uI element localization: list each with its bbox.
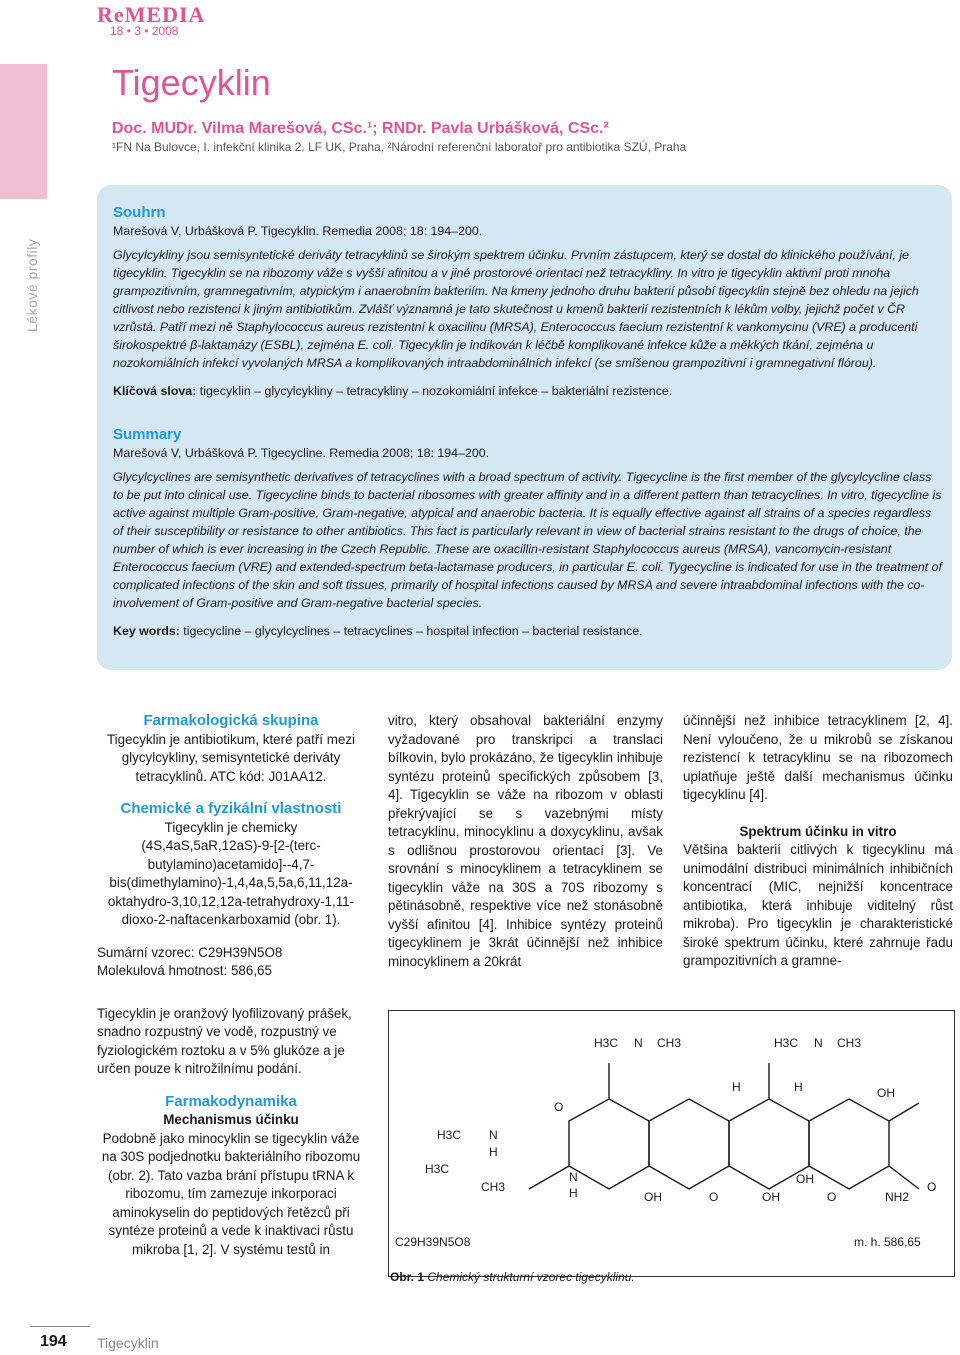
atom-label: O xyxy=(554,1100,564,1114)
heading-farmakodynamika: Farmakodynamika xyxy=(165,1092,297,1110)
heading-spektrum: Spektrum účinku in vitro xyxy=(739,823,897,839)
atom-label: H xyxy=(569,1186,578,1200)
atom-label: H xyxy=(794,1080,803,1094)
summary-en xyxy=(113,426,943,640)
atom-label: H xyxy=(489,1145,498,1159)
summary-cz-keywords xyxy=(113,382,943,400)
footer-rule xyxy=(30,1326,90,1327)
column-3 xyxy=(683,712,953,971)
summary-en-heading: Summary xyxy=(113,426,182,443)
mass-label: Molekulová hmotnost: 586,65 xyxy=(97,963,272,978)
atom-label: H3C xyxy=(437,1128,462,1142)
article-affiliation: ¹FN Na Bulovce, I. infekční klinika 2. LF UK, Praha, ²Národní referenční laboratoř pro antibiotika SZÚ, Praha xyxy=(112,140,687,154)
journal-logo: ReMEDIA xyxy=(97,2,206,27)
keywords-text: tigecyklin – glycylcykliny – tetracykliny – nozokomiální infekce – bakteriální rezistence. xyxy=(199,384,673,398)
section-color-tab xyxy=(0,64,47,199)
column-2: vitro, který obsahoval bakteriální enzymy vyžadované pro transkripci a translaci bílkovin, bylo prokázáno, že tigecyklin inhibuje syntézu proteinů specifických způsobem [3, 4]. Tigecyklin se váže na ribozom v oblasti překrývající se s vazebnými místy tetracyklinu, minocyklinu a doxycyklinu, avšak s odlišnou prostorovou orientací [3]. Ve srovnání s minocyklinem a tetracyklinem se tigecyklin váže na 30S a 70S ribozomy s pětinásobně, respektive více než stonásobně vyšší afinitou [4]. Inhibice syntézy proteinů tigecyklinem je 3krát účinnější než inhibice minocyklinem a 20krát xyxy=(388,713,663,969)
issue-date: 18 • 3 • 2008 xyxy=(110,24,179,38)
summary-cz-citation: Marešová V, Urbášková P. Tigecyklin. Remedia 2008; 18: 194–200. xyxy=(113,224,483,238)
atom-label: H xyxy=(732,1080,741,1094)
column-1 xyxy=(97,712,365,1259)
figure-caption-label: Obr. 1 xyxy=(390,1270,425,1284)
atom-label: CH3 xyxy=(481,1180,506,1194)
section-side-label: Lékové profily xyxy=(24,238,40,332)
atom-label: CH3 xyxy=(837,1036,862,1050)
paragraph-oranz: Tigecyklin je oranžový lyofilizovaný prášek, snadno rozpustný ve vodě, rozpustný ve fyziologickém roztoku a v 5% glukóze a je určen pouze k nitrožilnímu podání. xyxy=(97,1005,352,1076)
chemical-structure-diagram xyxy=(389,1011,954,1276)
figure-caption xyxy=(390,1270,635,1284)
atom-label: H3C xyxy=(774,1036,799,1050)
formula-label: Sumární vzorec: C29H39N5O8 xyxy=(97,944,283,960)
atom-label: OH xyxy=(644,1190,662,1204)
summary-en-body: Glycylcyclines are semisynthetic derivatives of tetracyclines with a broad spectrum of activity. Tigecycline is the first member of the glycylcycline class to be put into clinical use. Tigecycline binds to bacterial ribosomes with greater affinity and in a different pattern than tetracyclines. In vitro, tigecycline is active against multiple Gram-positive, Gram-negative, atypical and anaerobic bacteria. It is equally effective against all strains of a species regardless of their susceptibility or resistance to other antibiotics. This fact is particularly relevant in view of bacterial strains resistant to the drugs of choice, the number of which is ever increasing in the Czech Republic. These are oxacillin-resistant Staphylococcus aureus (MRSA), vancomycin-resistant Enterococcus faecium (VRE) and extended-spectrum beta-lactamase producers, in particular E. coli. Tygecycline is indicated for use in the treatment of complicated infections of the skin and soft tissues, primarily of hospital infections caused by MRSA and severe intraabdominal infections with the co-involvement of Gram-positive and Gram-negative bacterial species. xyxy=(113,470,942,610)
keywords-text: tigecycline – glycylcyclines – tetracyclines – hospital infection – bacterial resistance. xyxy=(183,624,643,638)
atom-label: H3C xyxy=(425,1162,450,1176)
atom-label: OH xyxy=(762,1190,780,1204)
atom-label: O xyxy=(927,1180,937,1194)
atom-label: N xyxy=(634,1036,643,1050)
atom-label: N xyxy=(489,1128,498,1142)
paragraph-mech: Podobně jako minocyklin se tigecyklin váže na 30S podjednotku bakteriálního ribozomu (obr. 2). Tato vazba brání přístupu tRNA k ribozomu, tím zamezuje inkorporaci aminokyselin do peptidových řetězců při syntéze proteinů a vede k inaktivaci růstu mikroba [1, 2]. V systému testů in xyxy=(101,1130,361,1257)
atom-label: O xyxy=(709,1190,719,1204)
atom-label: H3C xyxy=(594,1036,619,1050)
summary-cz xyxy=(113,204,943,400)
atom-label: O xyxy=(827,1190,837,1204)
atom-label: NH2 xyxy=(885,1190,910,1204)
atom-label: OH xyxy=(877,1086,895,1100)
page-number: 194 xyxy=(40,1333,67,1350)
summary-cz-heading: Souhrn xyxy=(113,204,166,221)
paragraph-col3-1: účinnější než inhibice tetracyklinem [2, 4]. Není vyloučeno, že u mikrobů se získanou rezistencí k tetracyklinu se na ribozomech uplatňuje ještě další mechanismus účinku tigecyklinu [4]. xyxy=(683,713,953,802)
figure-caption-text: Chemický strukturní vzorec tigecyklinu. xyxy=(427,1270,635,1284)
summary-en-keywords xyxy=(113,622,943,640)
atom-label: N xyxy=(569,1170,578,1184)
keywords-label: Klíčová slova: xyxy=(113,384,197,398)
article-title: Tigecyklin xyxy=(112,62,271,103)
paragraph-farm: Tigecyklin je antibiotikum, které patří mezi glycylcykliny, semisyntetické deriváty tetracyklinů. ATC kód: J01AA12. xyxy=(106,731,356,784)
paragraph-chem: Tigecyklin je chemicky (4S,4aS,5aR,12aS)-9-[2-(terc-butylamino)acetamido]--4,7-bis(dimethylamino)-1,4,4a,5,5a,6,11,12a-oktahydro-3,10,12,12a-tetrahydroxy-1,11-dioxo-2-naftacenkarboxamid (obr. 1). xyxy=(107,819,355,927)
keywords-label: Key words: xyxy=(113,624,180,638)
heading-farmakologicka-skupina: Farmakologická skupina xyxy=(143,712,319,729)
atom-label: N xyxy=(814,1036,823,1050)
footer-label: Tigecyklin xyxy=(97,1335,159,1351)
atom-label: OH xyxy=(796,1172,814,1186)
article-authors: Doc. MUDr. Vilma Marešová, CSc.¹; RNDr. Pavla Urbášková, CSc.² xyxy=(112,120,609,137)
summary-en-citation: Marešová V, Urbášková P. Tigecycline. Remedia 2008; 18: 194–200. xyxy=(113,446,490,460)
atom-label: CH3 xyxy=(657,1036,682,1050)
figure-formula: C29H39N5O8 xyxy=(395,1235,471,1249)
heading-mechanismus: Mechanismus účinku xyxy=(163,1112,299,1127)
summary-cz-body: Glycylcykliny jsou semisyntetické deriváty tetracyklinů se širokým spektrem účinku. Prvním zástupcem, který se dostal do klinického používání, je tigecyklin. Tigecyklin se na ribozomy váže s vyšší afinitou a v jiné prostorové orientaci než tetracykliny. In vitro je tigecyklin aktivní proti mnoha grampozitivním, gramnegativním, atypickým i anaerobním bakteriím. Na kmeny jednoho druhu bakterií působí tigecyklin stejně bez ohledu na jejich citlivost nebo rezistenci k jiným antibiotikům. Zvlášť významná je tato skutečnost u kmenů bakterií rezistentních k lékům volby, jejichž počet v ČR vzrůstá. Patří mezi ně Staphylococcus aureus rezistentní k oxacilinu (MRSA), Enterococcus faecium rezistentní k vankomycinu (VRE) a producenti širokospektré β-laktamázy (ESBL), zejména E. coli. Tigecyklin je indikován k léčbě komplikované infekce kůže a měkkých tkání, zejména u nozokomiálních infekcí vyvolaných MRSA a komplikovaných intraabdominálních infekcí (se smíšenou grampozitivní i gramnegativní flórou). xyxy=(113,248,919,370)
paragraph-col3-2: Většina bakterií citlivých k tigecyklinu má unimodální distribuci minimálních inhibičních koncentrací (MIC, nejnižší koncentrace antibiotika, která inhibuje viditelný růst mikroba). Pro tigecyklin je charakteristické široké spektrum účinku, které zahrnuje řadu grampozitivních a gramne- xyxy=(683,842,953,968)
figure-mass: m. h. 586,65 xyxy=(854,1235,921,1249)
heading-chemicke-vlastnosti: Chemické a fyzikální vlastnosti xyxy=(120,800,342,817)
structure-figure xyxy=(388,1010,955,1277)
